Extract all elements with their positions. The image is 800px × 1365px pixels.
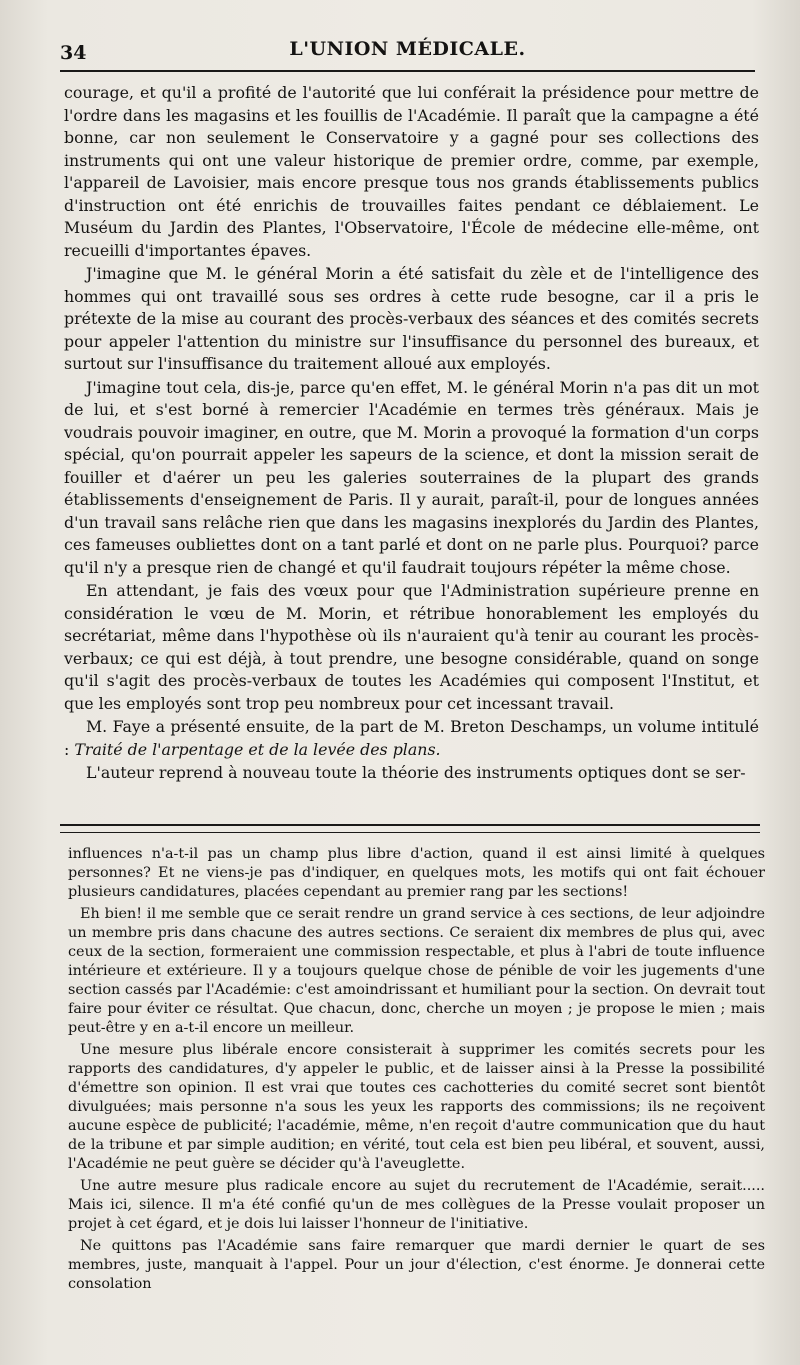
header-rule: [60, 70, 755, 72]
paragraph: L'auteur reprend à nouveau toute la théorie des instruments optiques dont se ser-: [86, 763, 746, 782]
feuilleton-paragraph: influences n'a-t-il pas un champ plus libre d'action, quand il est ainsi limité à quelques personnes? Et ne viens-je pas d'indiquer, en quelques mots, les motifs qui ont fait échouer plusieurs candidatures, placées cependant au premier rang par les sections!: [68, 846, 765, 900]
journal-title: L'UNION MÉDICALE.: [289, 38, 526, 60]
running-head: [60, 30, 755, 70]
feuilleton-separator: [60, 824, 760, 833]
paragraph: J'imagine tout cela, dis-je, parce qu'en effet, M. le général Morin n'a pas dit un mot de lui, et s'est borné à remercier l'Académie en termes très généraux. Mais je voudrais pouvoir imaginer, en outre, que M. Morin a provoqué la formation d'un corps spécial, qu'on pourrait appeler les sapeurs de la science, et dont la mission serait de fouiller et d'aérer un peu les galeries souterraines de la plupart des grands établissements d'enseignement de Paris. Il y aurait, paraît-il, pour de longues années d'un travail sans relâche rien que dans les magasins inexplorés du Jardin des Plantes, ces fameuses oubliettes dont on a tant parlé et dont on ne parle plus. Pourquoi? parce qu'il n'y a presque rien de changé et qu'il faudrait toujours répéter la même chose.: [64, 377, 759, 577]
paragraph-faye: [64, 716, 759, 761]
paragraph-text: M. Faye a présenté ensuite, de la part de M. Breton Deschamps, un volume intitulé :: [64, 717, 759, 759]
paragraph: En attendant, je fais des vœux pour que l'Administration supérieure prenne en considération le vœu de M. Morin, et rétribue honorablement les employés du secrétariat, même dans l'hypothèse où ils n'auraient qu'à tenir au courant les procès-verbaux; ce qui est déjà, à tout prendre, une besogne considérable, quand on songe qu'il s'agit des procès-verbaux de toutes les Académies qui composent l'Institut, et que les employés sont trop peu nombreux pour cet incessant travail.: [64, 581, 759, 713]
main-article: [64, 82, 759, 785]
paragraph: J'imagine que M. le général Morin a été satisfait du zèle et de l'intelligence des hommes qui ont travaillé sous ses ordres à cette rude besogne, car il a pris le prétexte de la mise au courant des procès-verbaux des séances et des comités secrets pour appeler l'attention du ministre sur l'insuffisance du personnel des bureaux, et surtout sur l'insuffisance du traitement alloué aux employés.: [64, 264, 759, 373]
feuilleton: [68, 845, 765, 1297]
feuilleton-paragraph: Une autre mesure plus radicale encore au sujet du recrutement de l'Académie, serait..... Mais ici, silence. Il m'a été confié qu'un de mes collègues de la Presse voulait proposer un projet à cet égard, et je dois lui laisser l'honneur de l'initiative.: [68, 1178, 765, 1232]
paragraph: courage, et qu'il a profité de l'autorité que lui conférait la présidence pour mettre de l'ordre dans les magasins et les fouillis de l'Académie. Il paraît que la campagne a été bonne, car non seulement le Conservatoire y a gagné pour ses collections des instruments qui ont une valeur historique de premier ordre, comme, par exemple, l'appareil de Lavoisier, mais encore presque tous nos grands établissements publics d'instruction ont été enrichis de trouvailles faites pendant ce déblaiement. Le Muséum du Jardin des Plantes, l'Observatoire, l'École de médecine elle-même, ont recueilli d'importantes épaves.: [64, 83, 759, 260]
feuilleton-paragraph: Une mesure plus libérale encore consisterait à supprimer les comités secrets pour les rapports des candidatures, d'y appeler le public, et de laisser ainsi à la Presse la possibilité d'émettre son opinion. Il est vrai que toutes ces cachotteries du comité secret sont bientôt divulguées; mais personne n'a sous les yeux les rapports des commissions; ils ne reçoivent aucune espèce de publicité; l'académie, même, n'en reçoit d'autre communication que du haut de la tribune et par simple audition; en vérité, tout cela est bien peu libéral, et souvent, aussi, l'Académie ne peut guère se décider qu'à l'aveuglette.: [68, 1042, 765, 1172]
book-title: Traité de l'arpentage et de la levée des plans.: [74, 739, 441, 759]
feuilleton-paragraph: Eh bien! il me semble que ce serait rendre un grand service à ces sections, de leur adjoindre un membre pris dans chacune des autres sections. Ce seraient dix membres de plus qui, avec ceux de la section, formeraient une commission respectable, et plus à l'abri de toute influence intérieure et extérieure. Il y a toujours quelque chose de pénible de voir les jugements d'une section cassés par l'Académie: c'est amoindrissant et humiliant pour la section. On devrait tout faire pour éviter ce résultat. Que chacun, donc, cherche un moyen ; je propose le mien ; mais peut-être y en a-t-il encore un meilleur.: [68, 906, 765, 1036]
page-number: 34: [60, 42, 87, 64]
feuilleton-paragraph: Ne quittons pas l'Académie sans faire remarquer que mardi dernier le quart de ses membres, juste, manquait à l'appel. Pour un jour d'élection, c'est énorme. Je donnerai cette consolation: [68, 1238, 765, 1292]
